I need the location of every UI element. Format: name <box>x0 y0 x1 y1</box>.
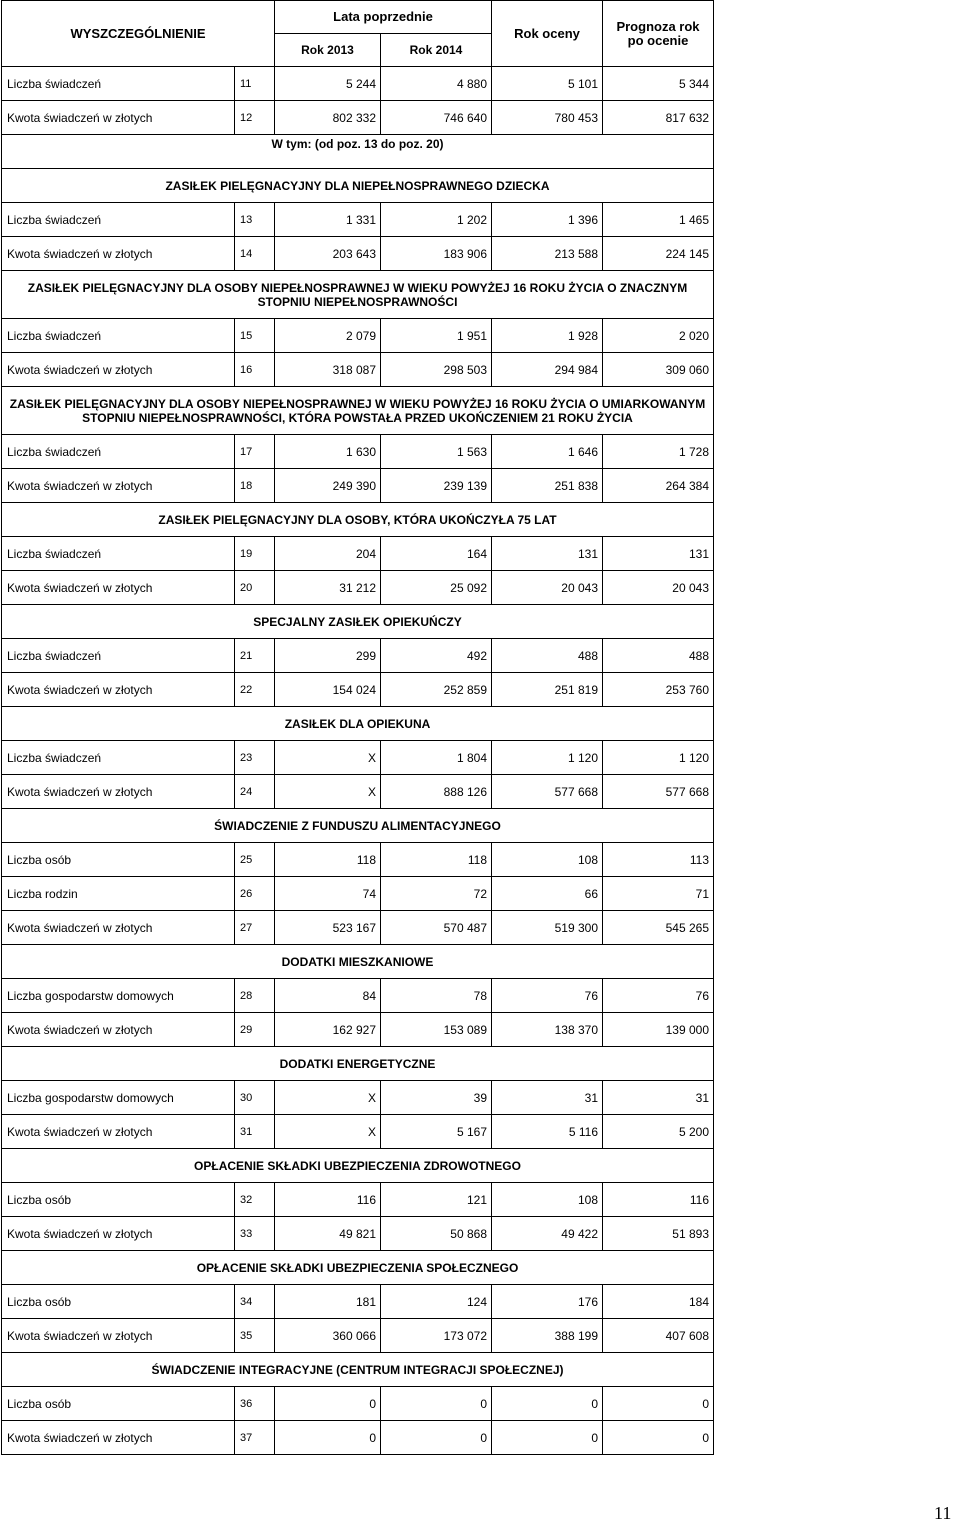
row-label: Kwota świadczeń w złotych <box>2 1319 235 1353</box>
table-body <box>2 1 714 1455</box>
value-evaluation-year: 251 819 <box>492 673 603 707</box>
value-2014: 0 <box>381 1421 492 1455</box>
table-row <box>2 1183 714 1217</box>
value-evaluation-year: 66 <box>492 877 603 911</box>
header-year-2013: Rok 2013 <box>275 34 381 67</box>
row-label: Kwota świadczeń w złotych <box>2 1217 235 1251</box>
row-label: Liczba świadczeń <box>2 319 235 353</box>
value-forecast: 20 043 <box>603 571 714 605</box>
row-position: 35 <box>235 1319 275 1353</box>
table-row <box>2 353 714 387</box>
value-2014: 164 <box>381 537 492 571</box>
value-forecast: 309 060 <box>603 353 714 387</box>
row-position: 14 <box>235 237 275 271</box>
row-label: Kwota świadczeń w złotych <box>2 469 235 503</box>
section-header-row <box>2 707 714 741</box>
value-evaluation-year: 251 838 <box>492 469 603 503</box>
value-forecast: 71 <box>603 877 714 911</box>
value-2013: 523 167 <box>275 911 381 945</box>
value-forecast: 488 <box>603 639 714 673</box>
row-position: 13 <box>235 203 275 237</box>
value-evaluation-year: 577 668 <box>492 775 603 809</box>
value-2014: 492 <box>381 639 492 673</box>
value-forecast: 817 632 <box>603 101 714 135</box>
section-header-row <box>2 945 714 979</box>
value-evaluation-year: 49 422 <box>492 1217 603 1251</box>
value-2014: 4 880 <box>381 67 492 101</box>
row-position: 17 <box>235 435 275 469</box>
section-title: ŚWIADCZENIE INTEGRACYJNE (CENTRUM INTEGRACJI SPOŁECZNEJ) <box>2 1353 714 1387</box>
section-header-row <box>2 605 714 639</box>
row-label: Liczba świadczeń <box>2 203 235 237</box>
row-position: 16 <box>235 353 275 387</box>
row-position: 20 <box>235 571 275 605</box>
section-title: OPŁACENIE SKŁADKI UBEZPIECZENIA SPOŁECZNEGO <box>2 1251 714 1285</box>
table-row <box>2 1217 714 1251</box>
header-forecast: Prognoza rok po ocenie <box>603 1 714 67</box>
value-2013: 118 <box>275 843 381 877</box>
table-row <box>2 673 714 707</box>
section-title: ŚWIADCZENIE Z FUNDUSZU ALIMENTACYJNEGO <box>2 809 714 843</box>
value-2014: 5 167 <box>381 1115 492 1149</box>
value-2014: 78 <box>381 979 492 1013</box>
row-label: Kwota świadczeń w złotych <box>2 571 235 605</box>
value-forecast: 0 <box>603 1387 714 1421</box>
value-forecast: 31 <box>603 1081 714 1115</box>
value-evaluation-year: 5 101 <box>492 67 603 101</box>
row-position: 36 <box>235 1387 275 1421</box>
value-2013: 1 630 <box>275 435 381 469</box>
table-row <box>2 537 714 571</box>
row-label: Liczba osób <box>2 1387 235 1421</box>
row-label: Liczba osób <box>2 1183 235 1217</box>
header-previous-years: Lata poprzednie <box>275 1 492 34</box>
value-evaluation-year: 488 <box>492 639 603 673</box>
row-label: Liczba osób <box>2 1285 235 1319</box>
value-forecast: 407 608 <box>603 1319 714 1353</box>
value-evaluation-year: 1 120 <box>492 741 603 775</box>
value-forecast: 5 344 <box>603 67 714 101</box>
header-item: WYSZCZEGÓLNIENIE <box>2 1 275 67</box>
table-row <box>2 237 714 271</box>
table-row <box>2 1319 714 1353</box>
section-title: ZASIŁEK PIELĘGNACYJNY DLA OSOBY, KTÓRA UKOŃCZYŁA 75 LAT <box>2 503 714 537</box>
value-2014: 252 859 <box>381 673 492 707</box>
table-row <box>2 775 714 809</box>
row-position: 19 <box>235 537 275 571</box>
table-row <box>2 1421 714 1455</box>
table-row <box>2 1115 714 1149</box>
value-2013: 249 390 <box>275 469 381 503</box>
value-2014: 25 092 <box>381 571 492 605</box>
row-position: 31 <box>235 1115 275 1149</box>
section-header-row <box>2 1353 714 1387</box>
table-row <box>2 101 714 135</box>
value-2014: 118 <box>381 843 492 877</box>
table-row <box>2 203 714 237</box>
row-label: Kwota świadczeń w złotych <box>2 101 235 135</box>
section-title: OPŁACENIE SKŁADKI UBEZPIECZENIA ZDROWOTNEGO <box>2 1149 714 1183</box>
value-evaluation-year: 1 396 <box>492 203 603 237</box>
value-evaluation-year: 108 <box>492 843 603 877</box>
value-forecast: 264 384 <box>603 469 714 503</box>
value-forecast: 1 120 <box>603 741 714 775</box>
row-position: 12 <box>235 101 275 135</box>
table-row <box>2 1285 714 1319</box>
row-position: 21 <box>235 639 275 673</box>
value-2014: 1 563 <box>381 435 492 469</box>
value-forecast: 131 <box>603 537 714 571</box>
value-2014: 183 906 <box>381 237 492 271</box>
row-label: Liczba świadczeń <box>2 639 235 673</box>
row-position: 18 <box>235 469 275 503</box>
value-2014: 50 868 <box>381 1217 492 1251</box>
row-label: Kwota świadczeń w złotych <box>2 911 235 945</box>
value-2013: X <box>275 1115 381 1149</box>
value-2014: 0 <box>381 1387 492 1421</box>
value-forecast: 545 265 <box>603 911 714 945</box>
value-2013: 5 244 <box>275 67 381 101</box>
row-label: Liczba osób <box>2 843 235 877</box>
value-forecast: 0 <box>603 1421 714 1455</box>
value-2013: 116 <box>275 1183 381 1217</box>
row-label: Liczba rodzin <box>2 877 235 911</box>
value-evaluation-year: 294 984 <box>492 353 603 387</box>
value-forecast: 2 020 <box>603 319 714 353</box>
row-position: 26 <box>235 877 275 911</box>
table-row <box>2 741 714 775</box>
value-evaluation-year: 780 453 <box>492 101 603 135</box>
value-2013: 203 643 <box>275 237 381 271</box>
section-header-row <box>2 809 714 843</box>
value-evaluation-year: 1 928 <box>492 319 603 353</box>
row-label: Kwota świadczeń w złotych <box>2 673 235 707</box>
row-position: 27 <box>235 911 275 945</box>
section-title: ZASIŁEK DLA OPIEKUNA <box>2 707 714 741</box>
value-evaluation-year: 76 <box>492 979 603 1013</box>
table-row <box>2 571 714 605</box>
row-position: 24 <box>235 775 275 809</box>
value-evaluation-year: 131 <box>492 537 603 571</box>
table-row <box>2 1387 714 1421</box>
value-2013: X <box>275 741 381 775</box>
value-evaluation-year: 0 <box>492 1421 603 1455</box>
value-2014: 1 951 <box>381 319 492 353</box>
table-row <box>2 435 714 469</box>
value-2013: X <box>275 1081 381 1115</box>
value-2013: 1 331 <box>275 203 381 237</box>
value-2014: 298 503 <box>381 353 492 387</box>
table-row <box>2 911 714 945</box>
section-header-row <box>2 135 714 169</box>
row-position: 28 <box>235 979 275 1013</box>
value-evaluation-year: 138 370 <box>492 1013 603 1047</box>
table-row <box>2 877 714 911</box>
value-2014: 173 072 <box>381 1319 492 1353</box>
value-evaluation-year: 31 <box>492 1081 603 1115</box>
row-position: 32 <box>235 1183 275 1217</box>
value-2014: 570 487 <box>381 911 492 945</box>
row-position: 25 <box>235 843 275 877</box>
row-position: 29 <box>235 1013 275 1047</box>
row-position: 34 <box>235 1285 275 1319</box>
value-2013: 154 024 <box>275 673 381 707</box>
value-2014: 1 804 <box>381 741 492 775</box>
table-row <box>2 979 714 1013</box>
row-position: 15 <box>235 319 275 353</box>
row-label: Liczba gospodarstw domowych <box>2 979 235 1013</box>
value-forecast: 76 <box>603 979 714 1013</box>
value-evaluation-year: 20 043 <box>492 571 603 605</box>
header-year-2014: Rok 2014 <box>381 34 492 67</box>
section-title: W tym: (od poz. 13 do poz. 20) <box>2 135 714 169</box>
value-2014: 124 <box>381 1285 492 1319</box>
value-evaluation-year: 5 116 <box>492 1115 603 1149</box>
value-2013: 31 212 <box>275 571 381 605</box>
value-forecast: 139 000 <box>603 1013 714 1047</box>
value-forecast: 113 <box>603 843 714 877</box>
section-title: ZASIŁEK PIELĘGNACYJNY DLA NIEPEŁNOSPRAWNEGO DZIECKA <box>2 169 714 203</box>
row-label: Kwota świadczeń w złotych <box>2 237 235 271</box>
value-2014: 153 089 <box>381 1013 492 1047</box>
value-2013: 181 <box>275 1285 381 1319</box>
value-2014: 39 <box>381 1081 492 1115</box>
row-label: Kwota świadczeń w złotych <box>2 353 235 387</box>
value-2013: 84 <box>275 979 381 1013</box>
value-2013: 204 <box>275 537 381 571</box>
section-header-row <box>2 387 714 435</box>
row-position: 30 <box>235 1081 275 1115</box>
value-evaluation-year: 176 <box>492 1285 603 1319</box>
section-header-row <box>2 271 714 319</box>
row-label: Liczba gospodarstw domowych <box>2 1081 235 1115</box>
row-label: Kwota świadczeń w złotych <box>2 1013 235 1047</box>
section-header-row <box>2 1149 714 1183</box>
value-2014: 746 640 <box>381 101 492 135</box>
value-forecast: 1 728 <box>603 435 714 469</box>
row-label: Liczba świadczeń <box>2 67 235 101</box>
section-title: DODATKI ENERGETYCZNE <box>2 1047 714 1081</box>
table-row <box>2 469 714 503</box>
section-header-row <box>2 503 714 537</box>
section-header-row <box>2 1047 714 1081</box>
value-2013: 74 <box>275 877 381 911</box>
table-row <box>2 67 714 101</box>
value-forecast: 5 200 <box>603 1115 714 1149</box>
value-2013: 318 087 <box>275 353 381 387</box>
row-position: 37 <box>235 1421 275 1455</box>
table-row <box>2 1013 714 1047</box>
value-evaluation-year: 388 199 <box>492 1319 603 1353</box>
value-2013: 2 079 <box>275 319 381 353</box>
row-label: Liczba świadczeń <box>2 741 235 775</box>
value-2013: 49 821 <box>275 1217 381 1251</box>
value-2014: 888 126 <box>381 775 492 809</box>
value-2014: 72 <box>381 877 492 911</box>
value-forecast: 116 <box>603 1183 714 1217</box>
value-forecast: 253 760 <box>603 673 714 707</box>
value-2014: 121 <box>381 1183 492 1217</box>
row-label: Kwota świadczeń w złotych <box>2 1115 235 1149</box>
section-title: ZASIŁEK PIELĘGNACYJNY DLA OSOBY NIEPEŁNOSPRAWNEJ W WIEKU POWYŻEJ 16 ROKU ŻYCIA O ZNACZNYM STOPNIU NIEPEŁNOSPRAWNOŚCI <box>2 271 714 319</box>
row-label: Kwota świadczeń w złotych <box>2 1421 235 1455</box>
value-forecast: 1 465 <box>603 203 714 237</box>
row-position: 11 <box>235 67 275 101</box>
value-evaluation-year: 213 588 <box>492 237 603 271</box>
section-header-row <box>2 169 714 203</box>
section-title: ZASIŁEK PIELĘGNACYJNY DLA OSOBY NIEPEŁNOSPRAWNEJ W WIEKU POWYŻEJ 16 ROKU ŻYCIA O UMIARKOWANYM STOPNIU NIEPEŁNOSPRAWNOŚCI, KTÓRA POWSTAŁA PRZED UKOŃCZENIEM 21 ROKU ŻYCIA <box>2 387 714 435</box>
value-forecast: 51 893 <box>603 1217 714 1251</box>
row-position: 22 <box>235 673 275 707</box>
benefits-table <box>1 0 714 1455</box>
value-2013: 299 <box>275 639 381 673</box>
value-evaluation-year: 108 <box>492 1183 603 1217</box>
value-forecast: 184 <box>603 1285 714 1319</box>
value-2013: 162 927 <box>275 1013 381 1047</box>
section-header-row <box>2 1251 714 1285</box>
value-2014: 1 202 <box>381 203 492 237</box>
value-evaluation-year: 0 <box>492 1387 603 1421</box>
value-2014: 239 139 <box>381 469 492 503</box>
row-position: 23 <box>235 741 275 775</box>
table-row <box>2 843 714 877</box>
row-label: Liczba świadczeń <box>2 435 235 469</box>
header-evaluation-year: Rok oceny <box>492 1 603 67</box>
row-label: Kwota świadczeń w złotych <box>2 775 235 809</box>
table-row <box>2 319 714 353</box>
table-row <box>2 639 714 673</box>
value-forecast: 224 145 <box>603 237 714 271</box>
section-title: SPECJALNY ZASIŁEK OPIEKUŃCZY <box>2 605 714 639</box>
page-number: 11 <box>934 1503 952 1523</box>
value-forecast: 577 668 <box>603 775 714 809</box>
table-row <box>2 1081 714 1115</box>
value-evaluation-year: 1 646 <box>492 435 603 469</box>
section-title: DODATKI MIESZKANIOWE <box>2 945 714 979</box>
value-2013: 802 332 <box>275 101 381 135</box>
row-position: 33 <box>235 1217 275 1251</box>
row-label: Liczba świadczeń <box>2 537 235 571</box>
value-2013: 0 <box>275 1421 381 1455</box>
value-2013: 0 <box>275 1387 381 1421</box>
value-evaluation-year: 519 300 <box>492 911 603 945</box>
value-2013: X <box>275 775 381 809</box>
value-2013: 360 066 <box>275 1319 381 1353</box>
